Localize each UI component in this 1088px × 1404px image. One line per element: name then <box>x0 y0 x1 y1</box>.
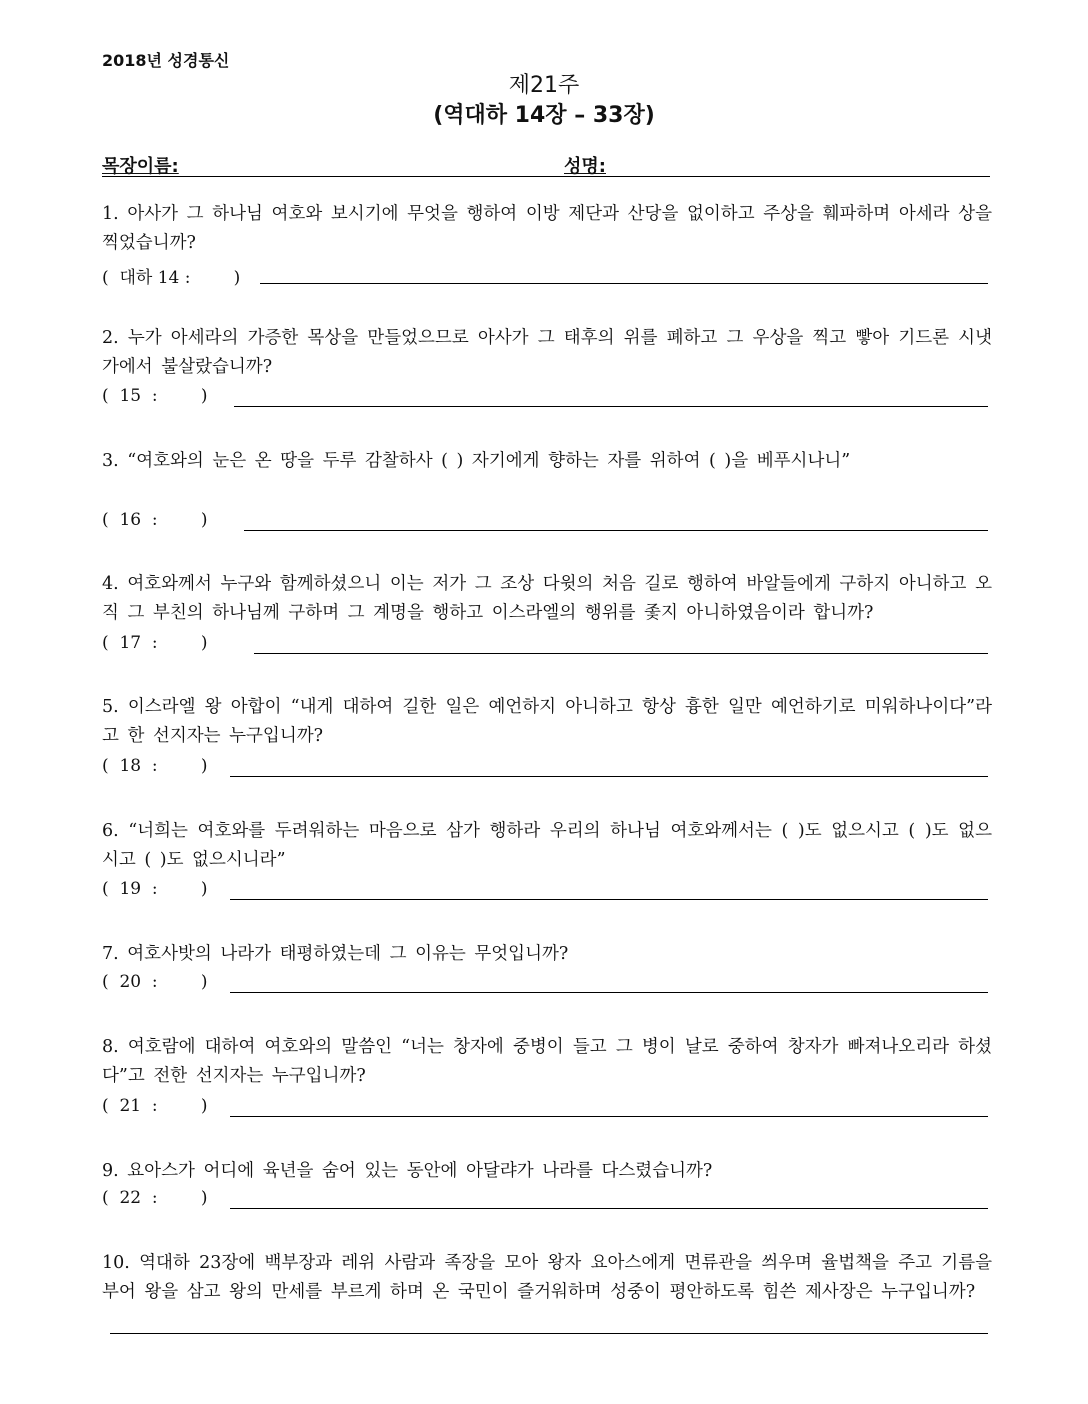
question-3: 3. “여호와의 눈은 온 땅을 두루 감찰하사 ( ) 자기에게 향하는 자를 위하여 ( )을 베푸시나니” <box>102 451 851 471</box>
answer-line[interactable] <box>230 776 988 777</box>
answer-row-1[interactable] <box>102 263 988 287</box>
question-2: 2. 누가 아세라의 가증한 목상을 만들었으므로 아사가 그 태후의 위를 폐하고 그 우상을 찍고 빻아 기드론 시냇가에서 불살랐습니까? <box>102 328 992 377</box>
question-9: 9. 요아스가 어디에 육년을 숨어 있는 동안에 아달랴가 나라를 다스렸습니까? <box>102 1161 713 1181</box>
answer-line[interactable] <box>230 992 988 993</box>
pastor-label: 목장이름: <box>102 156 179 177</box>
answer-line[interactable] <box>244 530 988 531</box>
answer-line[interactable] <box>230 899 988 900</box>
answer-row-6[interactable] <box>102 879 988 903</box>
verse-reference: ( 22 : ) <box>102 1188 208 1208</box>
question-5: 5. 이스라엘 왕 아합이 “내게 대하여 길한 일은 예언하지 아니하고 항상 흉한 일만 예언하기로 미워하나이다”라고 한 선지자는 누구입니까? <box>102 697 992 746</box>
answer-row-3[interactable] <box>102 510 988 534</box>
verse-reference: ( 20 : ) <box>102 972 208 992</box>
answer-line[interactable] <box>110 1333 988 1334</box>
answer-row-2[interactable] <box>102 386 988 410</box>
name-field-row[interactable] <box>102 152 990 177</box>
header-tag: 2018년 성경통신 <box>102 51 230 70</box>
verse-reference: ( 21 : ) <box>102 1096 208 1116</box>
question-10: 10. 역대하 23장에 백부장과 레위 사람과 족장을 모아 왕자 요아스에게 면류관을 씌우며 율법책을 주고 기름을 부어 왕을 삼고 왕의 만세를 부르게 하며 온 국민이 즐거워하며 성중이 평안하도록 힘쓴 제사장은 누구입니까? <box>102 1253 992 1302</box>
question-1: 1. 아사가 그 하나님 여호와 보시기에 무엇을 행하여 이방 제단과 산당을 없이하고 주상을 훼파하며 아세라 상을 찍었습니까? <box>102 204 992 253</box>
answer-row-4[interactable] <box>102 633 988 657</box>
question-6: 6. “너희는 여호와를 두려워하는 마음으로 삼가 행하라 우리의 하나님 여호와께서는 ( )도 없으시고 ( )도 없으시고 ( )도 없으시니라” <box>102 821 992 870</box>
answer-row-5[interactable] <box>102 756 988 780</box>
verse-reference: ( 18 : ) <box>102 756 208 776</box>
page-title-range: (역대하 14장 – 33장) <box>433 103 655 128</box>
answer-row-7[interactable] <box>102 972 988 996</box>
question-7: 7. 여호사밧의 나라가 태평하였는데 그 이유는 무엇입니까? <box>102 944 569 964</box>
verse-reference: ( 15 : ) <box>102 386 208 406</box>
question-8: 8. 여호람에 대하여 여호와의 말씀인 “너는 창자에 중병이 들고 그 병이 날로 중하여 창자가 빠져나오리라 하셨다”고 전한 선지자는 누구입니까? <box>102 1037 992 1086</box>
answer-row-9[interactable] <box>102 1188 988 1212</box>
answer-line[interactable] <box>230 1116 988 1117</box>
name-label: 성명: <box>564 156 606 177</box>
answer-line[interactable] <box>234 406 988 407</box>
verse-reference: ( 16 : ) <box>102 510 208 530</box>
verse-reference: ( 대하 14 : ) <box>102 268 241 288</box>
answer-line[interactable] <box>260 283 988 284</box>
answer-line[interactable] <box>230 1208 988 1209</box>
page-title-week: 제21주 <box>508 73 580 98</box>
answer-row-8[interactable] <box>102 1096 988 1120</box>
verse-reference: ( 19 : ) <box>102 879 208 899</box>
question-4: 4. 여호와께서 누구와 함께하셨으니 이는 저가 그 조상 다윗의 처음 길로 행하여 바알들에게 구하지 아니하고 오직 그 부친의 하나님께 구하며 그 계명을 행하고 이스라엘의 행위를 좇지 아니하였음이라 합니까? <box>102 574 992 623</box>
answer-line[interactable] <box>254 653 988 654</box>
verse-reference: ( 17 : ) <box>102 633 208 653</box>
